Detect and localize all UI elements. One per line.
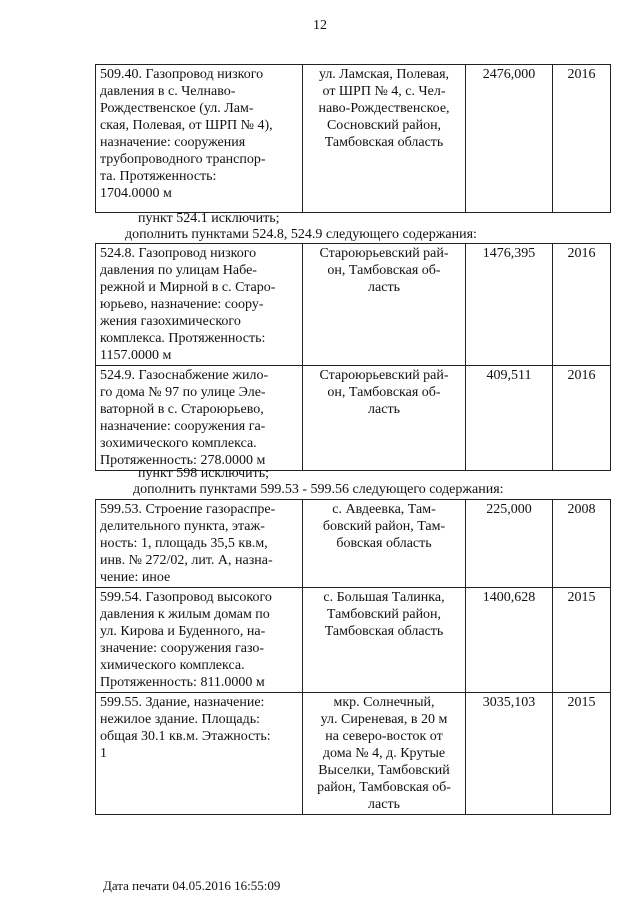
object-cost: 2476,000 (466, 65, 553, 213)
object-description: 509.40. Газопровод низкого давления в с. Челнаво- Рождественское (ул. Лам- ская, Полевая, от ШРП № 4), назначение: сооружения трубопроводного транспор- та. Протяженность: 1704.0000 м (96, 65, 303, 213)
object-cost: 1400,628 (466, 588, 553, 693)
table-row (96, 366, 611, 471)
object-address: с. Авдеевка, Там- бовский район, Там- бовская область (303, 500, 466, 588)
table-row (96, 244, 611, 366)
object-description: 599.53. Строение газораспре- делительного пункта, этаж- ность: 1, площадь 35,5 кв.м, инв. № 272/02, лит. А, назна- чение: иное (96, 500, 303, 588)
registry-table-1 (95, 64, 611, 213)
object-description: 599.54. Газопровод высокого давления к жилым домам по ул. Кирова и Буденного, на- значение: сооружения газо- химического комплекса. Протяженность: 811.0000 м (96, 588, 303, 693)
object-year: 2016 (553, 244, 611, 366)
page-number: 12 (313, 18, 327, 33)
object-cost: 3035,103 (466, 693, 553, 815)
table-row (96, 500, 611, 588)
object-address: ул. Ламская, Полевая, от ШРП № 4, с. Чел- наво-Рождественское, Сосновский район, Тамбовская область (303, 65, 466, 213)
table-row (96, 693, 611, 815)
object-address: мкр. Солнечный, ул. Сиреневая, в 20 м на северо-восток от дома № 4, д. Крутые Выселки, Тамбовский район, Тамбовская об- ласть (303, 693, 466, 815)
registry-table-3 (95, 499, 611, 815)
object-address: с. Большая Талинка, Тамбовский район, Тамбовская область (303, 588, 466, 693)
instruction-add-524: дополнить пунктами 524.8, 524.9 следующего содержания: (125, 227, 477, 242)
object-description: 524.8. Газопровод низкого давления по улицам Набе- режной и Мирной в с. Старо- юрьево, назначение: соору- жения газохимического комплекса. Протяженность: 1157.0000 м (96, 244, 303, 366)
object-cost: 1476,395 (466, 244, 553, 366)
object-year: 2015 (553, 693, 611, 815)
object-description: 524.9. Газоснабжение жило- го дома № 97 по улице Эле- ваторной в с. Староюрьево, назначение: сооружения га- зохимического комплекса. Протяженность: 278.0000 м (96, 366, 303, 471)
object-year: 2016 (553, 366, 611, 471)
instruction-exclude-598: пункт 598 исключить; (138, 466, 270, 481)
print-date: Дата печати 04.05.2016 16:55:09 (103, 878, 281, 893)
object-address: Староюрьевский рай- он, Тамбовская об- ласть (303, 366, 466, 471)
object-cost: 225,000 (466, 500, 553, 588)
object-address: Староюрьевский рай- он, Тамбовская об- ласть (303, 244, 466, 366)
object-description: 599.55. Здание, назначение: нежилое здание. Площадь: общая 30.1 кв.м. Этажность: 1 (96, 693, 303, 815)
object-cost: 409,511 (466, 366, 553, 471)
instruction-add-599: дополнить пунктами 599.53 - 599.56 следующего содержания: (133, 482, 504, 497)
table-row (96, 588, 611, 693)
object-year: 2015 (553, 588, 611, 693)
registry-table-2 (95, 243, 611, 471)
table-row (96, 65, 611, 213)
object-year: 2008 (553, 500, 611, 588)
object-year: 2016 (553, 65, 611, 213)
instruction-exclude-524-1: пункт 524.1 исключить; (138, 211, 280, 226)
